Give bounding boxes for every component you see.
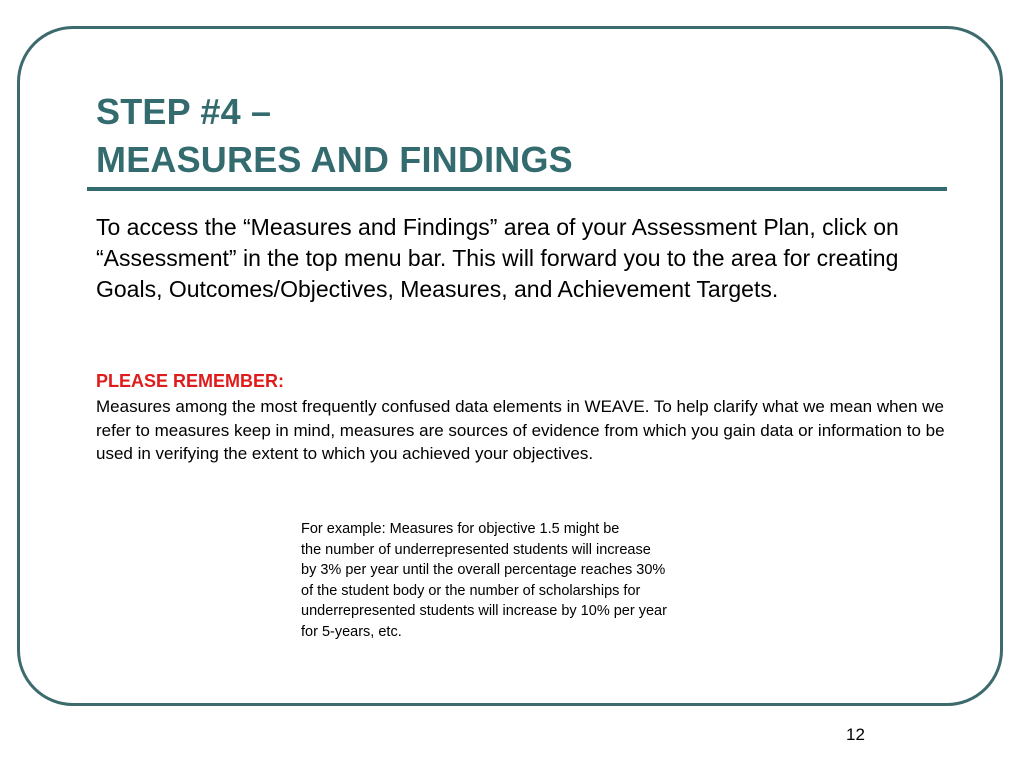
example-line: of the student body or the number of scholarships for bbox=[301, 582, 641, 599]
slide-title-line-1: STEP #4 – bbox=[96, 91, 272, 132]
slide-title-line-2: MEASURES AND FINDINGS bbox=[96, 139, 573, 180]
intro-paragraph: To access the “Measures and Findings” area of your Assessment Plan, click on “Assessment” in the top menu bar. This will forward you to the area for creating Goals, Outcomes/Objectives, Measures, and Achievement Targets. bbox=[96, 214, 899, 302]
remember-paragraph: Measures among the most frequently confused data elements in WEAVE. To help clarify what we mean when we refer to measures keep in mind, measures are sources of evidence from which you gain data or information to be used in verifying the extent to which you achieved your objectives. bbox=[96, 397, 945, 463]
example-line: the number of underrepresented students will increase bbox=[301, 541, 651, 558]
example-paragraph bbox=[301, 519, 761, 642]
slide-title bbox=[96, 88, 573, 184]
example-line: for 5-years, etc. bbox=[301, 623, 402, 640]
remember-heading: PLEASE REMEMBER: bbox=[96, 371, 285, 391]
example-line: by 3% per year until the overall percentage reaches 30% bbox=[301, 562, 666, 578]
title-divider bbox=[87, 187, 947, 191]
example-line: For example: Measures for objective 1.5 might be bbox=[301, 521, 620, 537]
example-line: underrepresented students will increase by 10% per year bbox=[301, 603, 667, 619]
page-number: 12 bbox=[846, 725, 865, 744]
